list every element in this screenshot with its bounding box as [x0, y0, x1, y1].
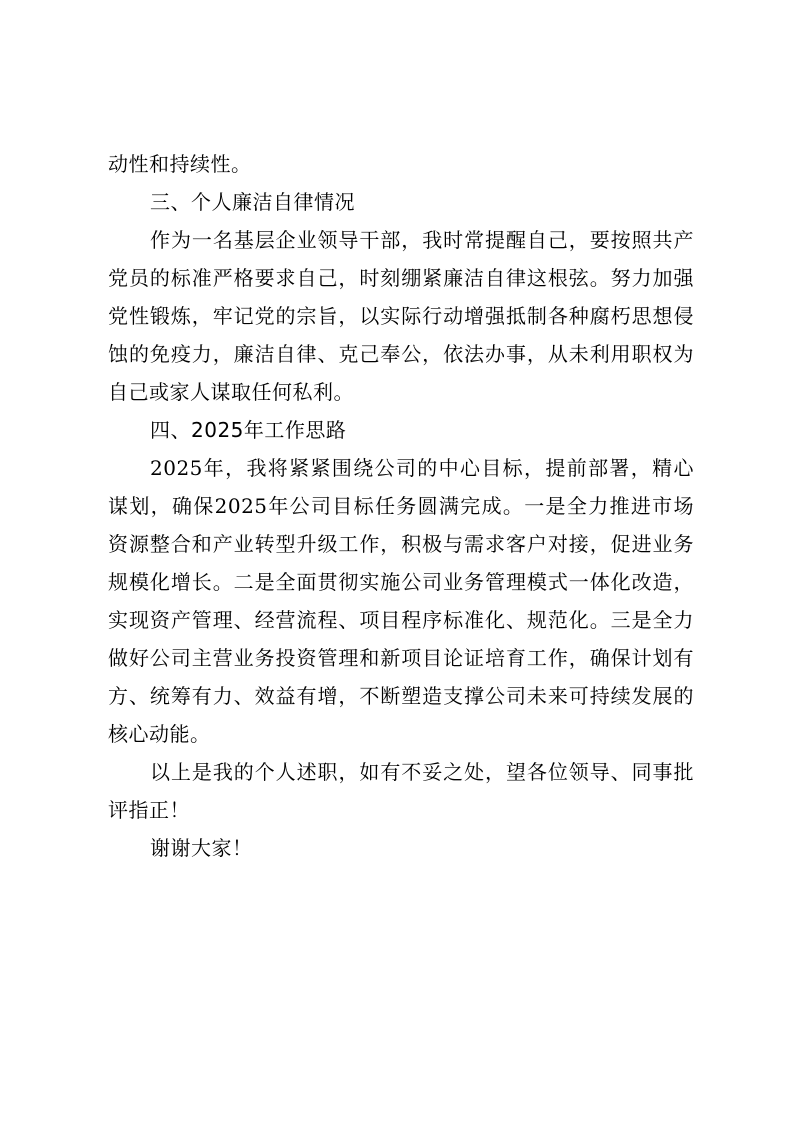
- text-line: 实现资产管理、经营流程、项目程序标准化、规范化。三是全力: [108, 608, 694, 632]
- paragraph-work-plan: [108, 449, 694, 753]
- text-line: 蚀的免疫力，廉洁自律、克己奉公，依法办事，从未利用职权为: [108, 342, 694, 366]
- text-line: 规模化增长。二是全面贯彻实施公司业务管理模式一体化改造，: [108, 570, 694, 594]
- section-heading-work-plan: [108, 411, 694, 449]
- text-line: 资源整合和产业转型升级工作，积极与需求客户对接，促进业务: [108, 532, 694, 556]
- text-line: 以上是我的个人述职，如有不妥之处，望各位领导、同事批: [150, 760, 694, 784]
- paragraph-closing: [108, 753, 694, 829]
- text-line: 自己或家人谋取任何私利。: [108, 380, 354, 404]
- text-line: 党性锻炼，牢记党的宗旨，以实际行动增强抵制各种腐朽思想侵: [108, 304, 694, 328]
- text-line: 作为一名基层企业领导干部，我时常提醒自己，要按照共产: [150, 228, 694, 252]
- text-line: 动性和持续性。: [108, 152, 252, 176]
- text-line: 党员的标准严格要求自己，时刻绷紧廉洁自律这根弦。努力加强: [108, 266, 694, 290]
- text-line: 核心动能。: [108, 722, 211, 746]
- text-line: 谢谢大家！: [150, 836, 253, 860]
- section-heading-integrity: [108, 183, 694, 221]
- text-line: 方、统筹有力、效益有增，不断塑造支撑公司未来可持续发展的: [108, 684, 694, 708]
- document-body: [108, 145, 694, 867]
- text-line: 做好公司主营业务投资管理和新项目论证培育工作，确保计划有: [108, 646, 694, 670]
- paragraph-thanks: [108, 829, 694, 867]
- text-line: 2025年，我将紧紧围绕公司的中心目标，提前部署，精心: [150, 456, 694, 480]
- paragraph-integrity: [108, 221, 694, 411]
- heading-text: 三、个人廉洁自律情况: [150, 190, 355, 214]
- text-line: 谋划，确保2025年公司目标任务圆满完成。一是全力推进市场: [108, 494, 694, 518]
- paragraph-continuation: [108, 145, 694, 183]
- heading-text: 四、2025年工作思路: [150, 418, 347, 442]
- text-line: 评指正！: [108, 798, 190, 822]
